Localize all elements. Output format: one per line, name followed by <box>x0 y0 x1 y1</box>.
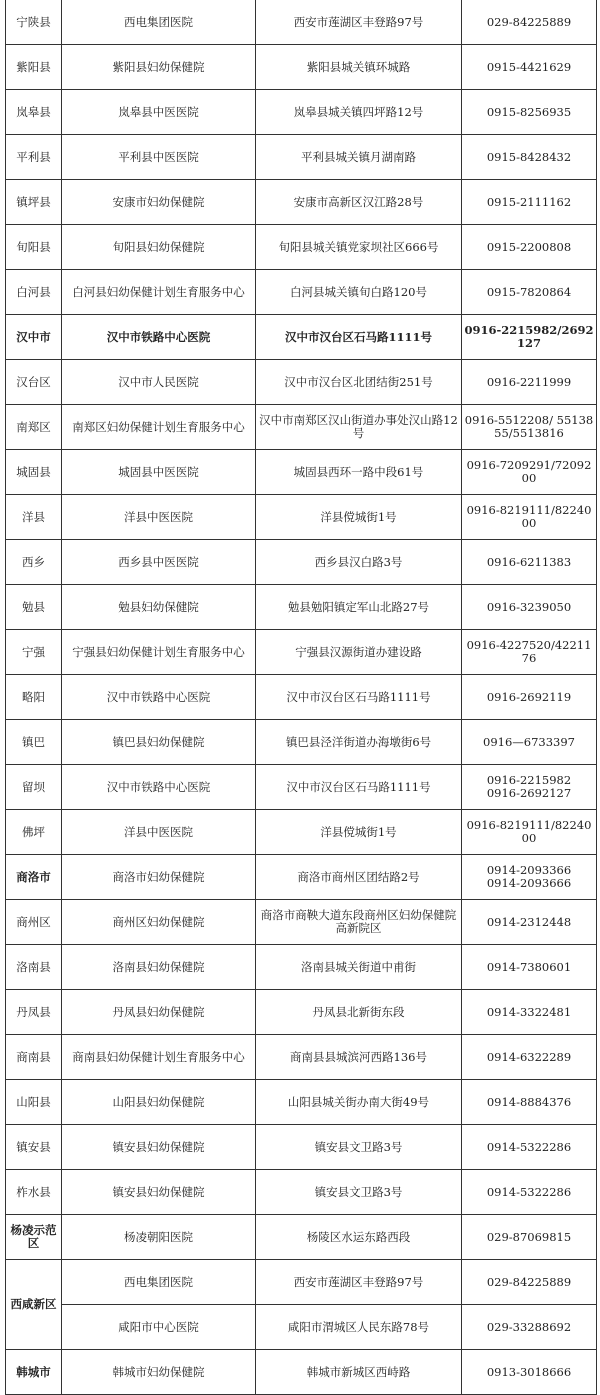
address-cell: 韩城市新城区西峙路 <box>256 1350 462 1395</box>
county-cell: 南郑区 <box>6 405 62 450</box>
phone-cell: 029-84225889 <box>462 0 597 45</box>
table-row <box>6 495 597 540</box>
table-row <box>6 990 597 1035</box>
county-cell: 勉县 <box>6 585 62 630</box>
address-cell: 紫阳县城关镇环城路 <box>256 45 462 90</box>
phone-cell: 0916-7209291/7209200 <box>462 450 597 495</box>
hospital-cell: 岚皋县中医医院 <box>62 90 256 135</box>
county-cell: 旬阳县 <box>6 225 62 270</box>
table-row <box>6 450 597 495</box>
address-cell: 宁强县汉源街道办建设路 <box>256 630 462 675</box>
address-cell: 洋县傥城街1号 <box>256 810 462 855</box>
phone-cell: 0916-2215982/2692127 <box>462 315 597 360</box>
hospital-cell: 商洛市妇幼保健院 <box>62 855 256 900</box>
table-row <box>6 1170 597 1215</box>
phone-cell: 0916-8219111/8224000 <box>462 495 597 540</box>
phone-cell: 029-87069815 <box>462 1215 597 1260</box>
table-row <box>6 540 597 585</box>
phone-cell: 0914-6322289 <box>462 1035 597 1080</box>
phone-cell: 0916-2692119 <box>462 675 597 720</box>
address-cell: 汉中市汉台区石马路1111号 <box>256 675 462 720</box>
address-cell: 商洛市商州区团结路2号 <box>256 855 462 900</box>
hospital-cell: 白河县妇幼保健计划生育服务中心 <box>62 270 256 315</box>
table-row <box>6 90 597 135</box>
county-cell: 西乡 <box>6 540 62 585</box>
table-row <box>6 270 597 315</box>
address-cell: 安康市高新区汉江路28号 <box>256 180 462 225</box>
address-cell: 商南县县城滨河西路136号 <box>256 1035 462 1080</box>
hospital-cell: 汉中市铁路中心医院 <box>62 315 256 360</box>
table-row <box>6 1035 597 1080</box>
phone-cell: 0914-2312448 <box>462 900 597 945</box>
county-cell: 宁陕县 <box>6 0 62 45</box>
county-cell: 西咸新区 <box>6 1260 62 1350</box>
table-row <box>6 900 597 945</box>
phone-cell: 0916-5512208/ 5513855/5513816 <box>462 405 597 450</box>
address-cell: 岚皋县城关镇四坪路12号 <box>256 90 462 135</box>
address-cell: 勉县勉阳镇定军山北路27号 <box>256 585 462 630</box>
hospital-cell: 旬阳县妇幼保健院 <box>62 225 256 270</box>
address-cell: 山阳县城关街办南大街49号 <box>256 1080 462 1125</box>
phone-cell: 0916-6211383 <box>462 540 597 585</box>
phone-cell: 0914-5322286 <box>462 1170 597 1215</box>
table-row <box>6 315 597 360</box>
hospital-cell: 勉县妇幼保健院 <box>62 585 256 630</box>
hospital-cell: 山阳县妇幼保健院 <box>62 1080 256 1125</box>
address-cell: 洋县傥城街1号 <box>256 495 462 540</box>
phone-cell: 0916-3239050 <box>462 585 597 630</box>
county-cell: 商洛市 <box>6 855 62 900</box>
address-cell: 平利县城关镇月湖南路 <box>256 135 462 180</box>
hospital-cell: 南郑区妇幼保健计划生育服务中心 <box>62 405 256 450</box>
address-cell: 汉中市汉台区石马路1111号 <box>256 315 462 360</box>
address-cell: 旬阳县城关镇党家坝社区666号 <box>256 225 462 270</box>
county-cell: 镇坪县 <box>6 180 62 225</box>
table-row <box>6 810 597 855</box>
county-cell: 镇安县 <box>6 1125 62 1170</box>
phone-cell: 0913-3018666 <box>462 1350 597 1395</box>
county-cell: 城固县 <box>6 450 62 495</box>
table-row <box>6 135 597 180</box>
phone-cell: 0915-4421629 <box>462 45 597 90</box>
hospital-cell: 宁强县妇幼保健计划生育服务中心 <box>62 630 256 675</box>
table-row <box>6 405 597 450</box>
county-cell: 略阳 <box>6 675 62 720</box>
phone-cell: 0914-5322286 <box>462 1125 597 1170</box>
phone-cell: 0915-8256935 <box>462 90 597 135</box>
hospital-cell: 杨凌朝阳医院 <box>62 1215 256 1260</box>
hospital-cell: 丹凤县妇幼保健院 <box>62 990 256 1035</box>
table-row <box>6 945 597 990</box>
hospital-cell: 韩城市妇幼保健院 <box>62 1350 256 1395</box>
address-cell: 白河县城关镇旬白路120号 <box>256 270 462 315</box>
address-cell: 城固县西环一路中段61号 <box>256 450 462 495</box>
table-row <box>6 585 597 630</box>
phone-cell: 0916—6733397 <box>462 720 597 765</box>
hospital-cell: 汉中市铁路中心医院 <box>62 675 256 720</box>
hospital-cell: 商州区妇幼保健院 <box>62 900 256 945</box>
county-cell: 韩城市 <box>6 1350 62 1395</box>
address-cell: 杨陵区水运东路西段 <box>256 1215 462 1260</box>
phone-cell: 0916-2211999 <box>462 360 597 405</box>
county-cell: 洛南县 <box>6 945 62 990</box>
hospital-cell: 洋县中医医院 <box>62 810 256 855</box>
address-cell: 镇安县文卫路3号 <box>256 1125 462 1170</box>
phone-cell: 0914-8884376 <box>462 1080 597 1125</box>
table-row <box>6 720 597 765</box>
address-cell: 镇巴县泾洋街道办海墩街6号 <box>256 720 462 765</box>
hospital-cell: 紫阳县妇幼保健院 <box>62 45 256 90</box>
hospital-cell: 安康市妇幼保健院 <box>62 180 256 225</box>
hospital-cell: 咸阳市中心医院 <box>62 1305 256 1350</box>
address-cell: 丹凤县北新街东段 <box>256 990 462 1035</box>
hospital-cell: 西乡县中医医院 <box>62 540 256 585</box>
phone-cell: 0914-2093366 0914-2093666 <box>462 855 597 900</box>
county-cell: 镇巴 <box>6 720 62 765</box>
county-cell: 汉台区 <box>6 360 62 405</box>
address-cell: 咸阳市渭城区人民东路78号 <box>256 1305 462 1350</box>
hospital-cell: 城固县中医医院 <box>62 450 256 495</box>
address-cell: 西安市莲湖区丰登路97号 <box>256 1260 462 1305</box>
hospital-cell: 汉中市人民医院 <box>62 360 256 405</box>
phone-cell: 0916-8219111/8224000 <box>462 810 597 855</box>
table-row <box>6 630 597 675</box>
table-row <box>6 360 597 405</box>
hospital-cell: 西电集团医院 <box>62 1260 256 1305</box>
phone-cell: 029-84225889 <box>462 1260 597 1305</box>
address-cell: 汉中市汉台区石马路1111号 <box>256 765 462 810</box>
county-cell: 丹凤县 <box>6 990 62 1035</box>
table-row <box>6 855 597 900</box>
county-cell: 山阳县 <box>6 1080 62 1125</box>
hospital-cell: 西电集团医院 <box>62 0 256 45</box>
hospital-cell: 镇安县妇幼保健院 <box>62 1170 256 1215</box>
table-row <box>6 1305 597 1350</box>
address-cell: 西安市莲湖区丰登路97号 <box>256 0 462 45</box>
address-cell: 商洛市商鞅大道东段商州区妇幼保健院高新院区 <box>256 900 462 945</box>
county-cell: 平利县 <box>6 135 62 180</box>
county-cell: 宁强 <box>6 630 62 675</box>
table-row <box>6 45 597 90</box>
table-row <box>6 180 597 225</box>
hospital-cell: 镇巴县妇幼保健院 <box>62 720 256 765</box>
hospital-cell: 汉中市铁路中心医院 <box>62 765 256 810</box>
phone-cell: 0914-7380601 <box>462 945 597 990</box>
address-cell: 汉中市汉台区北团结街251号 <box>256 360 462 405</box>
table-row <box>6 0 597 45</box>
address-cell: 西乡县汉白路3号 <box>256 540 462 585</box>
address-cell: 洛南县城关街道中甫街 <box>256 945 462 990</box>
table-row <box>6 1215 597 1260</box>
county-cell: 白河县 <box>6 270 62 315</box>
phone-cell: 0915-8428432 <box>462 135 597 180</box>
phone-cell: 0915-7820864 <box>462 270 597 315</box>
county-cell: 柞水县 <box>6 1170 62 1215</box>
hospital-cell: 洛南县妇幼保健院 <box>62 945 256 990</box>
county-cell: 佛坪 <box>6 810 62 855</box>
table-row <box>6 225 597 270</box>
phone-cell: 029-33288692 <box>462 1305 597 1350</box>
county-cell: 留坝 <box>6 765 62 810</box>
table-row <box>6 765 597 810</box>
phone-cell: 0916-4227520/4221176 <box>462 630 597 675</box>
county-cell: 洋县 <box>6 495 62 540</box>
county-cell: 商州区 <box>6 900 62 945</box>
hospital-cell: 平利县中医医院 <box>62 135 256 180</box>
hospital-cell: 镇安县妇幼保健院 <box>62 1125 256 1170</box>
phone-cell: 0916-2215982 0916-2692127 <box>462 765 597 810</box>
hospital-table <box>5 0 597 1395</box>
table-row <box>6 675 597 720</box>
county-cell: 紫阳县 <box>6 45 62 90</box>
table-row <box>6 1260 597 1305</box>
county-cell: 杨凌示范区 <box>6 1215 62 1260</box>
table-row <box>6 1080 597 1125</box>
table-row <box>6 1125 597 1170</box>
hospital-cell: 商南县妇幼保健计划生育服务中心 <box>62 1035 256 1080</box>
table-row <box>6 1350 597 1395</box>
county-cell: 汉中市 <box>6 315 62 360</box>
phone-cell: 0914-3322481 <box>462 990 597 1035</box>
county-cell: 商南县 <box>6 1035 62 1080</box>
county-cell: 岚皋县 <box>6 90 62 135</box>
phone-cell: 0915-2111162 <box>462 180 597 225</box>
address-cell: 镇安县文卫路3号 <box>256 1170 462 1215</box>
phone-cell: 0915-2200808 <box>462 225 597 270</box>
address-cell: 汉中市南郑区汉山街道办事处汉山路12号 <box>256 405 462 450</box>
hospital-cell: 洋县中医医院 <box>62 495 256 540</box>
